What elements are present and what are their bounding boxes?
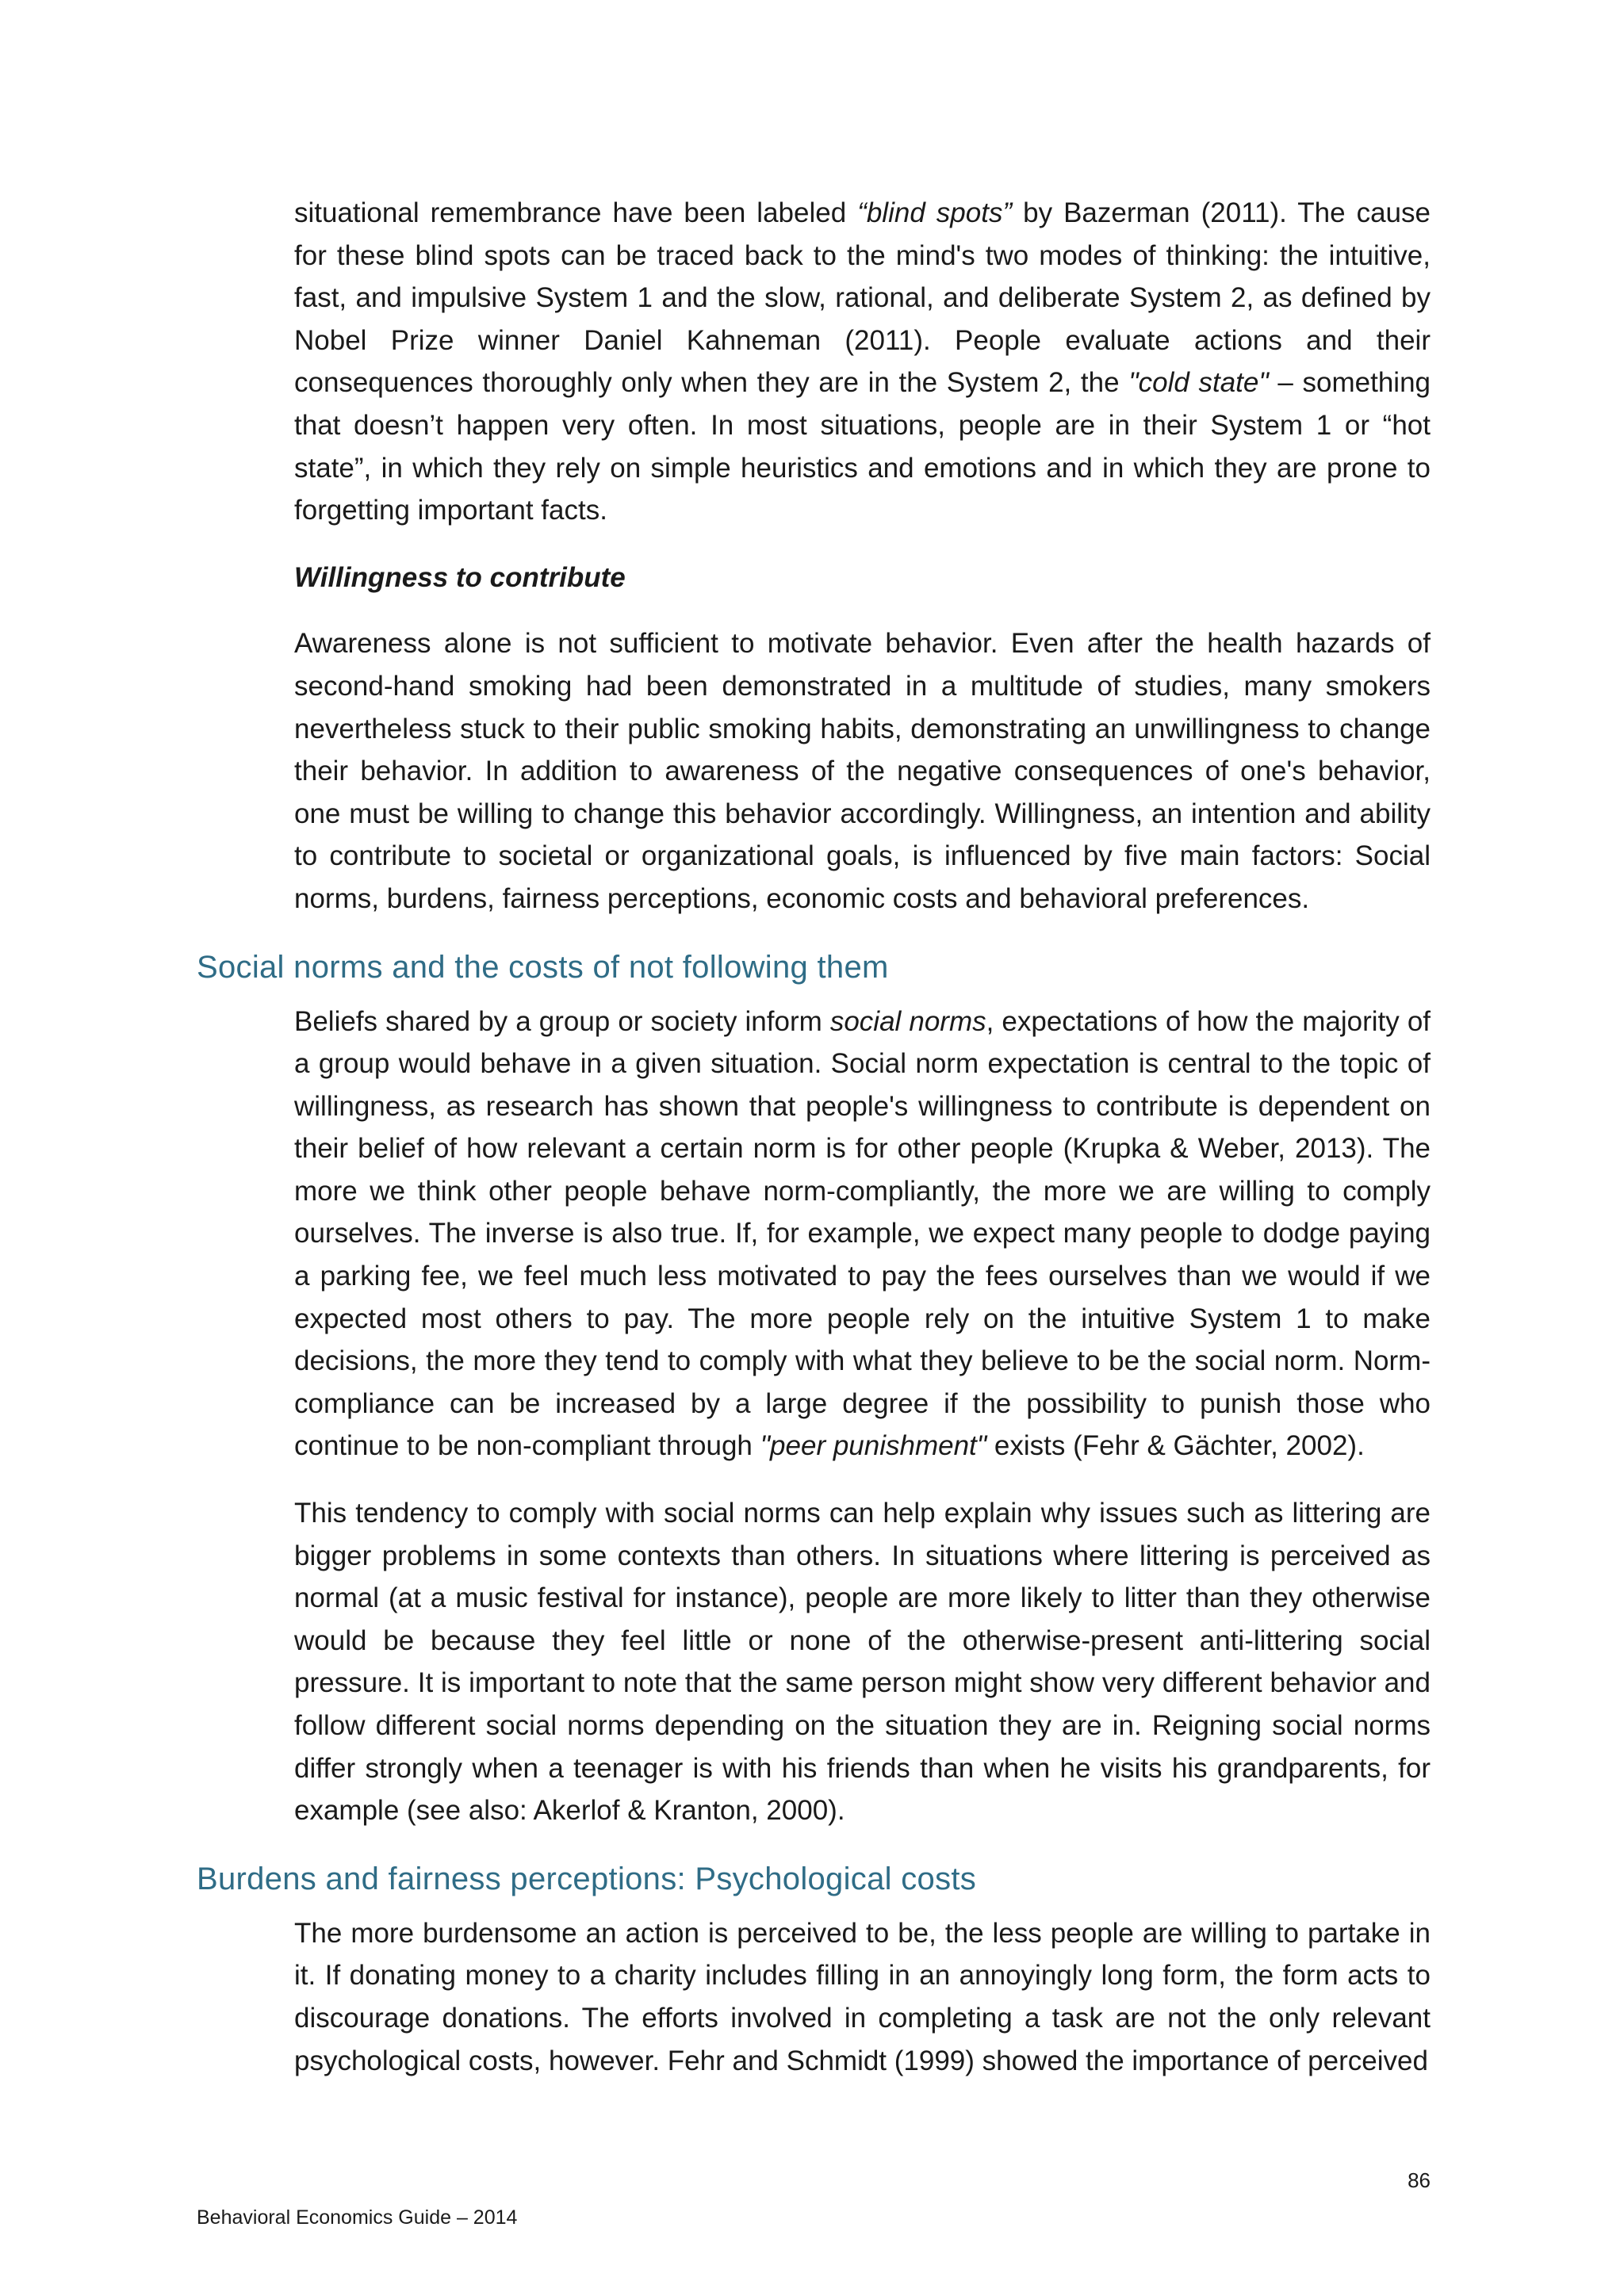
text-run: – something that doesn’t happen very often. In most situations, people are in their System 1 or “hot state”, in which they rely on simple heuristics and emotions and in which they are prone to forgetting important facts. — [294, 367, 1431, 526]
text-run: by Bazerman (2011). The cause for these blind spots can be traced back to the mind's two modes of thinking: the intuitive, fast, and impulsive System 1 and the slow, rational, and deliberate System 2, as defined by Nobel Prize winner Daniel Kahneman (2011). People evaluate actions and their consequences thoroughly only when they are in the System 2, the — [294, 197, 1431, 399]
paragraph-blind-spots — [294, 192, 1431, 532]
emphasis-peer-punishment: "peer punishment" — [760, 1430, 987, 1462]
text-run: situational remembrance have been labeled — [294, 197, 858, 228]
subheading-willingness: Willingness to contribute — [294, 561, 626, 593]
text-run: Beliefs shared by a group or society inform — [294, 1005, 830, 1037]
paragraph-burdens: The more burdensome an action is perceived to be, the less people are willing to partake in it. If donating money to a charity includes filling in an annoyingly long form, the form acts to discourage donations. The efforts involved in completing a task are not the only relevant psychological costs, however. Fehr and Schmidt (1999) showed the importance of perceived — [294, 1917, 1431, 2076]
paragraph-littering: This tendency to comply with social norms can help explain why issues such as littering are bigger problems in some contexts than others. In situations where littering is perceived as normal (at a music festival for instance), people are more likely to litter than they otherwise would be because they feel little or none of the otherwise-present anti-littering social pressure. It is important to note that the same person might show very different behavior and follow different social norms depending on the situation they are in. Reigning social norms differ strongly when a teenager is with his friends than when he visits his grandparents, for example (see also: Akerlof & Kranton, 2000). — [294, 1498, 1431, 1827]
text-run: , expectations of how the majority of a group would behave in a given situation. Social norm expectation is central to the topic of willingness, as research has shown that people's willingness to contribute is dependent on their belief of how relevant a certain norm is for other people (Krupka & Weber, 2013). The more we think other people behave norm-compliantly, the more we are willing to comply ourselves. The inverse is also true. If, for example, we expect many people to dodge paying a parking fee, we feel much less motivated to pay the fees ourselves than we would if we expected most others to pay. The more people rely on the intuitive System 1 to make decisions, the more they tend to comply with what they believe to be the social norm. Norm-compliance can be increased by a large degree if the possibility to punish those who continue to be non-compliant through — [294, 1005, 1431, 1462]
page-content — [197, 192, 1431, 2107]
section-heading-burdens: Burdens and fairness perceptions: Psychological costs — [197, 1861, 977, 1896]
text-run: exists (Fehr & Gächter, 2002). — [986, 1430, 1365, 1462]
emphasis-cold-state: "cold state" — [1128, 367, 1269, 399]
section-heading-social-norms: Social norms and the costs of not following them — [197, 949, 889, 985]
paragraph-social-norms — [294, 1001, 1431, 1468]
page-number: 86 — [1408, 2168, 1431, 2192]
footer-title: Behavioral Economics Guide – 2014 — [197, 2206, 518, 2229]
paragraph-awareness: Awareness alone is not sufficient to motivate behavior. Even after the health hazards of second-hand smoking had been demonstrated in a multitude of studies, many smokers nevertheless stuck to their public smoking habits, demonstrating an unwillingness to change their behavior. In addition to awareness of the negative consequences of one's behavior, one must be willing to change this behavior accordingly. Willingness, an intention and ability to contribute to societal or organizational goals, is influenced by five main factors: Social norms, burdens, fairness perceptions, economic costs and behavioral preferences. — [294, 628, 1431, 914]
emphasis-social-norms: social norms — [829, 1005, 986, 1037]
emphasis-blind-spots: “blind spots” — [857, 197, 1013, 228]
